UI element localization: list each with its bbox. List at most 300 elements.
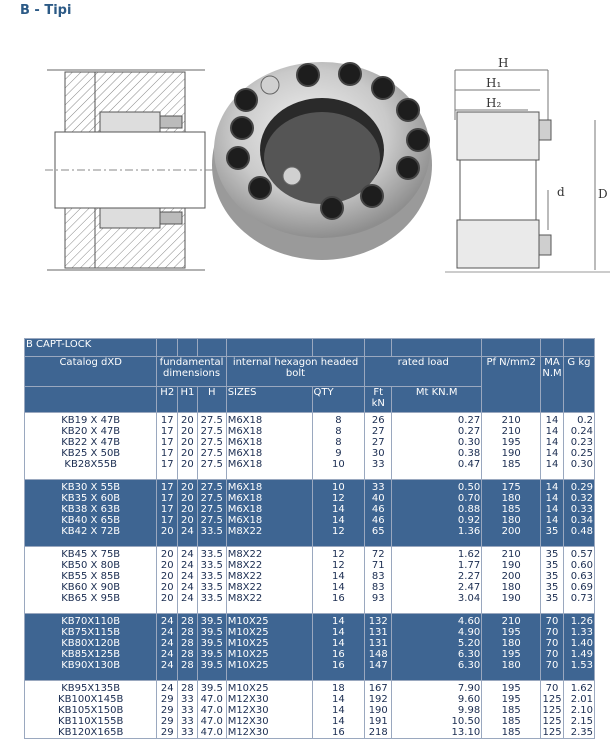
table-cell-value: 1.62 (570, 683, 593, 694)
table-cell-value: 200 (501, 526, 521, 537)
table-cell-value: M8X22 (227, 526, 263, 537)
table-cell (197, 614, 226, 681)
table-cell-value: 180 (501, 582, 521, 593)
table-cell-value: 16 (332, 660, 345, 671)
table-cell-value: 93 (371, 593, 385, 604)
table-cell-value: 10.50 (451, 716, 481, 727)
table-cell-value: M6X18 (227, 415, 263, 426)
table-cell (197, 413, 226, 480)
table-cell-value: KB35 X 60B (61, 493, 121, 504)
table-cell (312, 547, 365, 614)
table-cell-value: 24 (160, 638, 174, 649)
table-cell-value: 5.20 (457, 638, 481, 649)
table-cell-value: 33 (181, 694, 194, 705)
table-row-group (25, 614, 595, 681)
table-cell-value: M8X22 (227, 549, 263, 560)
table-cell-value: 9 (335, 448, 342, 459)
table-cell-value: 35 (545, 526, 559, 537)
table-cell-value: 210 (501, 426, 521, 437)
table-cell (226, 681, 312, 739)
table-cell-value: 1.36 (457, 526, 481, 537)
catalog-header: Catalog dXD (25, 357, 157, 387)
table-cell (178, 614, 198, 681)
table-cell (563, 547, 594, 614)
table-cell (365, 614, 392, 681)
table-cell-value: 24 (160, 616, 174, 627)
table-cell-value: 35 (545, 593, 559, 604)
table-cell (197, 547, 226, 614)
table-cell-value: 13.10 (451, 727, 481, 738)
table-cell-value: M8X22 (227, 571, 263, 582)
table-cell-value: M12X30 (227, 727, 269, 738)
table-cell-value: 14 (545, 437, 559, 448)
spec-table (24, 338, 595, 739)
table-cell-value: 14 (545, 415, 559, 426)
table-cell-value: 0.60 (570, 560, 593, 571)
table-cell-value: M6X18 (227, 482, 263, 493)
table-cell-value: 1.33 (570, 627, 593, 638)
table-cell-value: 17 (160, 415, 174, 426)
table-cell-value: KB100X145B (58, 694, 124, 705)
table-cell-value: 27.5 (200, 504, 223, 515)
table-cell-value: 9.60 (457, 694, 481, 705)
table-cell (157, 614, 178, 681)
table-cell (482, 614, 541, 681)
table-cell-value: M8X22 (227, 593, 263, 604)
table-cell-value: 0.34 (570, 515, 593, 526)
table-cell-value: 29 (160, 694, 174, 705)
table-cell-value: M12X30 (227, 716, 269, 727)
table-cell-value: 20 (160, 560, 174, 571)
table-cell (25, 547, 157, 614)
group-label: B CAPT-LOCK (25, 339, 157, 357)
table-cell-value: 14 (332, 515, 345, 526)
table-cell-value: 29 (160, 705, 174, 716)
table-cell-value: 14 (332, 504, 345, 515)
fundamental-dimensions-header: fundamental dimensions (157, 357, 226, 387)
table-cell-value: 2.47 (457, 582, 481, 593)
table-cell-value: 20 (160, 526, 174, 537)
table-cell (312, 614, 365, 681)
table-cell-value: 17 (160, 437, 174, 448)
table-cell-value: M8X22 (227, 560, 263, 571)
table-cell-value: 185 (501, 504, 521, 515)
table-cell-value: KB70X110B (61, 616, 121, 627)
table-cell-value: 0.50 (457, 482, 481, 493)
table-cell-value: 14 (545, 515, 559, 526)
table-cell-value: 33.5 (200, 593, 223, 604)
table-cell-value: 195 (501, 437, 521, 448)
table-cell-value: M12X30 (227, 705, 269, 716)
table-cell-value: 70 (545, 627, 559, 638)
table-cell-value: 2.15 (570, 716, 593, 727)
table-cell-value: 33 (371, 459, 385, 470)
pf-header: Pf N/mm2 (482, 357, 541, 413)
table-cell-value: 35 (545, 582, 559, 593)
table-cell-value: 24 (181, 593, 194, 604)
table-cell-value: 20 (160, 549, 174, 560)
table-cell (365, 413, 392, 480)
table-cell-value: 16 (332, 649, 345, 660)
table-cell-value: 20 (181, 437, 194, 448)
table-row-group (25, 413, 595, 480)
table-cell-value: 27.5 (200, 448, 223, 459)
table-cell-value: 125 (542, 705, 562, 716)
table-cell-value: 20 (181, 504, 194, 515)
table-cell (365, 547, 392, 614)
table-cell-value: 131 (368, 638, 388, 649)
table-cell (392, 547, 482, 614)
table-cell-value: 35 (545, 560, 559, 571)
table-cell-value: M6X18 (227, 504, 263, 515)
table-cell (541, 480, 564, 547)
table-cell (392, 614, 482, 681)
table-cell-value: 0.27 (457, 415, 481, 426)
table-cell-value: KB55 X 85B (61, 571, 121, 582)
table-cell-value: 39.5 (200, 649, 223, 660)
table-cell-value: 2.27 (457, 571, 481, 582)
table-cell-value: M10X25 (227, 683, 269, 694)
table-cell-value: 12 (332, 560, 345, 571)
table-row-group (25, 681, 595, 739)
table-cell-value: 20 (160, 582, 174, 593)
table-cell-value: 167 (368, 683, 388, 694)
table-cell-value: KB50 X 80B (61, 560, 121, 571)
dimension-label-h1: H₁ (486, 76, 502, 90)
table-cell-value: 28 (181, 616, 194, 627)
table-cell-value: 0.73 (570, 593, 593, 604)
table-cell-value: KB105X150B (58, 705, 124, 716)
table-cell-value: 0.29 (570, 482, 593, 493)
table-cell-value: 191 (368, 716, 388, 727)
table-cell-value: 70 (545, 683, 559, 694)
table-cell-value: 27 (371, 437, 385, 448)
table-cell-value: 125 (542, 716, 562, 727)
table-cell-value: KB65 X 95B (61, 593, 121, 604)
table-cell (541, 614, 564, 681)
table-cell-value: 0.69 (570, 582, 593, 593)
qty-header: QTY (312, 387, 365, 413)
table-cell (178, 480, 198, 547)
table-cell-value: 27.5 (200, 482, 223, 493)
table-row-group (25, 480, 595, 547)
table-cell-value: 0.57 (570, 549, 593, 560)
table-cell-value: M12X30 (227, 694, 269, 705)
table-cell-value: 39.5 (200, 627, 223, 638)
dimension-label-h2: H₂ (486, 96, 502, 110)
table-cell-value: 4.60 (457, 616, 481, 627)
table-cell-value: 14 (332, 694, 345, 705)
table-cell-value: 24 (181, 549, 194, 560)
table-cell-value: 39.5 (200, 660, 223, 671)
table-cell-value: KB80X120B (61, 638, 121, 649)
table-cell-value: 2.01 (570, 694, 593, 705)
table-cell-value: 17 (160, 493, 174, 504)
table-cell-value: 192 (368, 694, 388, 705)
table-cell-value: 14 (332, 627, 345, 638)
table-cell (482, 480, 541, 547)
table-cell-value: 14 (332, 638, 345, 649)
table-cell (25, 480, 157, 547)
table-cell-value: M6X18 (227, 426, 263, 437)
table-cell-value: KB25 X 50B (61, 448, 121, 459)
table-cell (563, 614, 594, 681)
table-cell-value: 17 (160, 426, 174, 437)
table-cell-value: 20 (181, 448, 194, 459)
table-cell-value: 39.5 (200, 616, 223, 627)
table-cell-value: M6X18 (227, 448, 263, 459)
table-cell-value: 28 (181, 627, 194, 638)
table-cell (25, 413, 157, 480)
table-cell-value: 47.0 (200, 694, 223, 705)
table-cell-value: 71 (371, 560, 385, 571)
table-cell (541, 681, 564, 739)
table-cell-value: 185 (501, 705, 521, 716)
table-cell-value: 147 (368, 660, 388, 671)
table-cell-value: 83 (371, 582, 385, 593)
table-cell-value: 0.48 (570, 526, 593, 537)
table-cell-value: 200 (501, 571, 521, 582)
g-header: G kg (563, 357, 594, 413)
table-cell-value: 33.5 (200, 571, 223, 582)
table-cell-value: 131 (368, 627, 388, 638)
table-cell-value: 210 (501, 549, 521, 560)
rated-load-header: rated load (365, 357, 482, 387)
table-cell-value: 83 (371, 571, 385, 582)
dimension-label-D: D (598, 187, 608, 201)
table-cell-value: M6X18 (227, 493, 263, 504)
table-cell (365, 480, 392, 547)
table-cell-value: 180 (501, 493, 521, 504)
table-cell-value: KB28X55B (64, 459, 117, 470)
table-cell (392, 480, 482, 547)
table-cell-value: KB75X115B (61, 627, 121, 638)
table-cell-value: 12 (332, 526, 345, 537)
table-cell-value: 0.24 (570, 426, 593, 437)
table-cell-value: 17 (160, 482, 174, 493)
table-cell-value: KB120X165B (58, 727, 124, 738)
table-cell-value: 47.0 (200, 705, 223, 716)
table-cell-value: 35 (545, 571, 559, 582)
table-cell-value: M10X25 (227, 616, 269, 627)
table-cell-value: 8 (335, 415, 342, 426)
table-cell-value: 65 (371, 526, 385, 537)
table-cell-value: KB60 X 90B (61, 582, 121, 593)
table-cell-value: M6X18 (227, 459, 263, 470)
table-cell-value: 180 (501, 515, 521, 526)
table-cell-value: 1.53 (570, 660, 593, 671)
table-cell-value: 14 (545, 459, 559, 470)
table-cell-value: 7.90 (457, 683, 481, 694)
table-cell-value: 33.5 (200, 526, 223, 537)
table-cell-value: 2.10 (570, 705, 593, 716)
table-cell (392, 413, 482, 480)
table-cell-value: 9.98 (457, 705, 481, 716)
table-cell-value: 72 (371, 549, 385, 560)
table-cell (563, 413, 594, 480)
table-cell-value: 14 (545, 426, 559, 437)
table-cell (563, 681, 594, 739)
table-cell-value: 190 (501, 593, 521, 604)
table-cell-value: 46 (371, 504, 385, 515)
table-row-group (25, 547, 595, 614)
table-cell-value: 28 (181, 683, 194, 694)
table-cell-value: 8 (335, 437, 342, 448)
table-cell-value: M8X22 (227, 582, 263, 593)
table-cell-value: 17 (160, 459, 174, 470)
table-cell-value: 14 (545, 448, 559, 459)
table-cell-value: M6X18 (227, 437, 263, 448)
table-cell-value: 218 (368, 727, 388, 738)
table-cell (226, 547, 312, 614)
table-cell-value: 26 (371, 415, 385, 426)
table-cell-value: 17 (160, 515, 174, 526)
table-cell-value: 148 (368, 649, 388, 660)
table-cell-value: 28 (181, 638, 194, 649)
table-cell-value: 12 (332, 493, 345, 504)
table-cell-value: 24 (160, 660, 174, 671)
table-cell-value: M10X25 (227, 660, 269, 671)
table-cell (157, 547, 178, 614)
table-cell-value: 33.5 (200, 549, 223, 560)
table-cell (25, 614, 157, 681)
table-cell (25, 681, 157, 739)
h-header: H (197, 387, 226, 413)
dimension-label-d: d (557, 185, 565, 199)
table-cell (226, 480, 312, 547)
table-cell-value: 185 (501, 459, 521, 470)
table-cell-value: 14 (545, 493, 559, 504)
table-cell-value: 1.49 (570, 649, 593, 660)
table-cell (157, 681, 178, 739)
table-cell-value: 20 (181, 426, 194, 437)
table-cell-value: 125 (542, 727, 562, 738)
table-cell (178, 547, 198, 614)
ma-header: MA N.M (541, 357, 564, 413)
table-cell-value: KB95X135B (61, 683, 121, 694)
table-cell-value: KB38 X 63B (61, 504, 121, 515)
table-cell-value: 0.92 (457, 515, 481, 526)
table-cell-value: 0.32 (570, 493, 593, 504)
table-cell-value: 175 (501, 482, 521, 493)
table-cell-value: 70 (545, 660, 559, 671)
table-cell-value: 0.30 (457, 437, 481, 448)
table-cell (226, 413, 312, 480)
page-title: B - Tipi (20, 3, 72, 18)
table-cell-value: M10X25 (227, 627, 269, 638)
table-cell-value: 185 (501, 727, 521, 738)
table-cell-value: 12 (332, 549, 345, 560)
table-cell-value: 18 (332, 683, 345, 694)
table-cell-value: 20 (181, 415, 194, 426)
table-cell-value: 33 (371, 482, 385, 493)
table-cell-value: 0.30 (570, 459, 593, 470)
table-cell-value: M10X25 (227, 638, 269, 649)
table-cell-value: 125 (542, 694, 562, 705)
table-cell-value: 33 (181, 716, 194, 727)
table-cell-value: KB19 X 47B (61, 415, 121, 426)
table-cell-value: KB42 X 72B (61, 526, 121, 537)
table-cell-value: 195 (501, 694, 521, 705)
table-cell-value: 27.5 (200, 493, 223, 504)
table-cell-value: KB90X130B (61, 660, 121, 671)
table-cell-value: 14 (332, 571, 345, 582)
table-cell (312, 681, 365, 739)
table-cell-value: 0.38 (457, 448, 481, 459)
table-cell-value: 20 (160, 593, 174, 604)
table-cell-value: 0.25 (570, 448, 593, 459)
table-cell-value: KB22 X 47B (61, 437, 121, 448)
table-cell (482, 413, 541, 480)
table-cell (178, 413, 198, 480)
table-cell-value: 0.33 (570, 504, 593, 515)
table-cell-value: 195 (501, 683, 521, 694)
table-cell-value: 210 (501, 616, 521, 627)
table-cell-value: 14 (332, 582, 345, 593)
table-cell-value: 24 (181, 560, 194, 571)
table-cell-value: KB20 X 47B (61, 426, 121, 437)
table-cell-value: 24 (181, 571, 194, 582)
table-cell (197, 681, 226, 739)
table-cell-value: KB30 X 55B (61, 482, 121, 493)
bolt-header: internal hexagon headed bolt (226, 357, 365, 387)
table-cell-value: 1.26 (570, 616, 593, 627)
table-cell-value: 6.30 (457, 649, 481, 660)
table-cell-value: 70 (545, 649, 559, 660)
table-cell-value: 46 (371, 515, 385, 526)
table-cell-value: 185 (501, 716, 521, 727)
table-cell (197, 480, 226, 547)
table-cell-value: 30 (371, 448, 385, 459)
table-cell-value: 16 (332, 593, 345, 604)
table-cell (563, 480, 594, 547)
table-cell-value: 20 (160, 571, 174, 582)
table-cell-value: 190 (501, 448, 521, 459)
table-cell-value: KB45 X 75B (61, 549, 121, 560)
table-cell-value: 132 (368, 616, 388, 627)
table-cell-value: 195 (501, 627, 521, 638)
table-cell-value: 180 (501, 660, 521, 671)
table-cell-value: KB40 X 65B (61, 515, 121, 526)
table-cell-value: 27.5 (200, 459, 223, 470)
table-cell-value: 20 (181, 515, 194, 526)
table-cell-value: 14 (332, 705, 345, 716)
table-cell-value: 16 (332, 727, 345, 738)
table-cell-value: 24 (181, 526, 194, 537)
table-cell (226, 614, 312, 681)
sizes-header: SIZES (226, 387, 312, 413)
table-cell-value: 27.5 (200, 426, 223, 437)
table-cell-value: 47.0 (200, 716, 223, 727)
table-cell-value: 14 (545, 482, 559, 493)
table-cell-value: 6.30 (457, 660, 481, 671)
table-cell-value: KB110X155B (58, 716, 124, 727)
table-cell-value: 24 (160, 627, 174, 638)
table-cell-value: 33 (181, 727, 194, 738)
table-cell-value: 28 (181, 649, 194, 660)
table-cell (482, 547, 541, 614)
table-cell-value: 2.35 (570, 727, 593, 738)
table-cell-value: 35 (545, 549, 559, 560)
table-cell-value: 28 (181, 660, 194, 671)
side-view-drawing (445, 70, 610, 272)
table-cell-value: 180 (501, 638, 521, 649)
table-cell-value: 0.27 (457, 426, 481, 437)
table-cell-value: 24 (160, 683, 174, 694)
section-view-drawing (45, 70, 215, 270)
table-cell (178, 681, 198, 739)
h1-header: H1 (178, 387, 198, 413)
